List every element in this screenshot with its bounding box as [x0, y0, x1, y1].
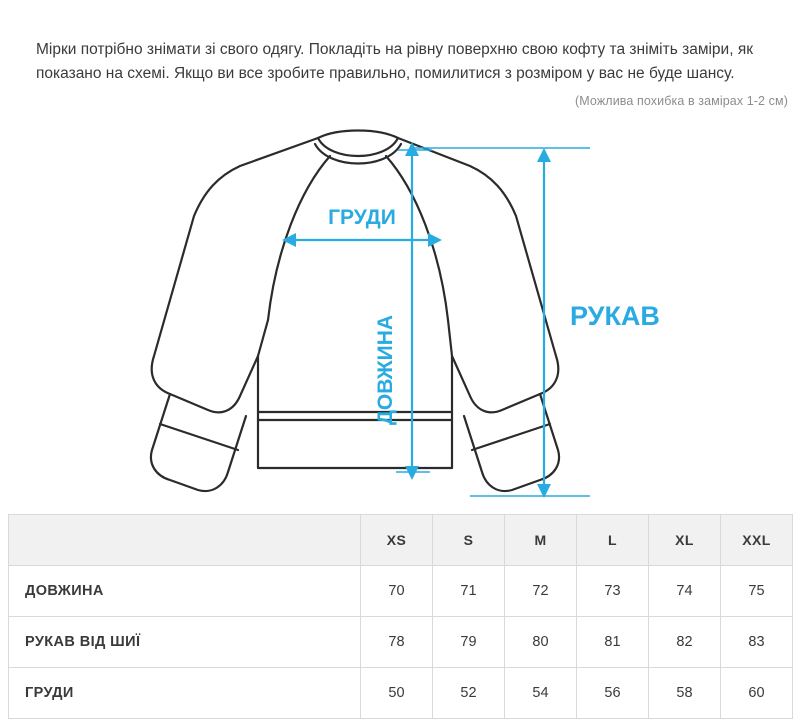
size-header-s: S — [433, 515, 505, 566]
table-header-row — [9, 515, 793, 566]
cell-length-xxl: 75 — [721, 566, 793, 617]
sleeve-arrow-head-top — [537, 148, 551, 162]
size-header-l: L — [577, 515, 649, 566]
table-row — [9, 617, 793, 668]
chest-arrow-head-right — [428, 233, 442, 247]
cell-sleeve-l: 81 — [577, 617, 649, 668]
measurement-annotations — [282, 142, 590, 498]
cell-sleeve-xs: 78 — [361, 617, 433, 668]
cell-length-s: 71 — [433, 566, 505, 617]
cell-chest-xxl: 60 — [721, 668, 793, 719]
length-arrow-head-bottom — [405, 466, 419, 480]
row-label-chest: ГРУДИ — [9, 668, 361, 719]
cell-length-xl: 74 — [649, 566, 721, 617]
cell-sleeve-m: 80 — [505, 617, 577, 668]
length-label: ДОВЖИНА — [374, 314, 397, 426]
cell-length-m: 72 — [505, 566, 577, 617]
cell-length-xs: 70 — [361, 566, 433, 617]
length-arrow-head-top — [405, 142, 419, 156]
size-header-xs: XS — [361, 515, 433, 566]
size-header-xl: XL — [649, 515, 721, 566]
table-row — [9, 566, 793, 617]
cell-chest-xs: 50 — [361, 668, 433, 719]
intro-paragraph: Мірки потрібно знімати зі свого одягу. Покладіть на рівну поверхню свою кофту та зніміть заміри, як показано на схемі. Якщо ви все зробите правильно, помилитися з розміром у вас не буде шансу. — [36, 40, 753, 82]
sweatshirt-measurement-diagram — [0, 120, 800, 510]
cell-sleeve-xl: 82 — [649, 617, 721, 668]
sweatshirt-outline — [151, 131, 559, 492]
cell-chest-s: 52 — [433, 668, 505, 719]
cell-sleeve-s: 79 — [433, 617, 505, 668]
cell-sleeve-xxl: 83 — [721, 617, 793, 668]
chest-label: ГРУДИ — [328, 206, 396, 229]
size-table-wrapper — [8, 514, 792, 719]
size-table — [8, 514, 793, 719]
size-table-header — [9, 515, 793, 566]
table-corner-cell — [9, 515, 361, 566]
cell-chest-xl: 58 — [649, 668, 721, 719]
size-header-xxl: XXL — [721, 515, 793, 566]
size-header-m: M — [505, 515, 577, 566]
cell-length-l: 73 — [577, 566, 649, 617]
sleeve-label: РУКАВ — [570, 301, 660, 331]
size-table-body — [9, 566, 793, 719]
cell-chest-l: 56 — [577, 668, 649, 719]
measurement-tolerance-note: (Можлива похибка в замірах 1-2 см) — [575, 94, 788, 108]
row-label-sleeve: РУКАВ ВІД ШИЇ — [9, 617, 361, 668]
table-row — [9, 668, 793, 719]
row-label-length: ДОВЖИНА — [9, 566, 361, 617]
cell-chest-m: 54 — [505, 668, 577, 719]
